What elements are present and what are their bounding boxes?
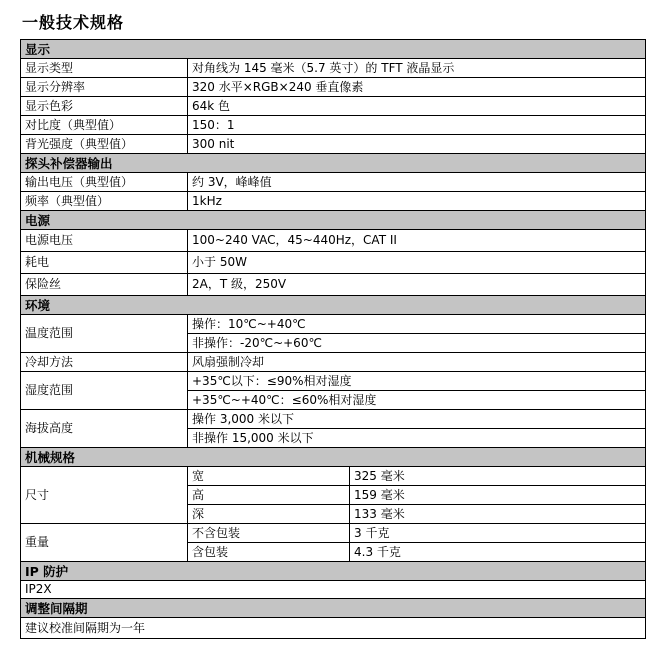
table-row xyxy=(21,410,646,429)
dimension-value: 133 毫米 xyxy=(350,505,646,524)
weight-condition: 不含包装 xyxy=(188,524,350,543)
row-label: 对比度（典型值） xyxy=(21,116,188,135)
row-value: 非操作 15,000 米以下 xyxy=(188,429,646,448)
table-row xyxy=(21,59,646,78)
section-title: 显示 xyxy=(21,40,646,59)
table-row xyxy=(21,97,646,116)
row-value: +35℃~+40℃：≤60%相对湿度 xyxy=(188,391,646,410)
row-label: 电源电压 xyxy=(21,230,188,252)
row-value: +35℃以下：≤90%相对湿度 xyxy=(188,372,646,391)
row-value: 150：1 xyxy=(188,116,646,135)
section-header-power xyxy=(21,211,646,230)
row-label: 显示分辨率 xyxy=(21,78,188,97)
section-title: IP 防护 xyxy=(21,562,646,581)
section-title: 调整间隔期 xyxy=(21,599,646,618)
table-row xyxy=(21,353,646,372)
row-value: 非操作：-20℃~+60℃ xyxy=(188,334,646,353)
row-label: 背光强度（典型值） xyxy=(21,135,188,154)
weight-condition: 含包装 xyxy=(188,543,350,562)
row-value: 风扇强制冷却 xyxy=(188,353,646,372)
row-value: 1kHz xyxy=(188,192,646,211)
row-label: 湿度范围 xyxy=(21,372,188,410)
dimension-label: 宽 xyxy=(188,467,350,486)
row-label: 重量 xyxy=(21,524,188,562)
row-label: 耗电 xyxy=(21,252,188,274)
row-label: 显示色彩 xyxy=(21,97,188,116)
dimension-value: 159 毫米 xyxy=(350,486,646,505)
table-row xyxy=(21,467,646,486)
section-title: 探头补偿器输出 xyxy=(21,154,646,173)
dimension-label: 深 xyxy=(188,505,350,524)
section-header-display xyxy=(21,40,646,59)
section-header-ip xyxy=(21,562,646,581)
row-value: 约 3V，峰峰值 xyxy=(188,173,646,192)
table-row xyxy=(21,524,646,543)
row-value: 2A，T 级，250V xyxy=(188,274,646,296)
table-row xyxy=(21,192,646,211)
row-value: 小于 50W xyxy=(188,252,646,274)
section-title: 环境 xyxy=(21,296,646,315)
row-label: 频率（典型值） xyxy=(21,192,188,211)
row-value: 100~240 VAC，45~440Hz，CAT II xyxy=(188,230,646,252)
section-title: 电源 xyxy=(21,211,646,230)
row-label: 保险丝 xyxy=(21,274,188,296)
section-header-calibration xyxy=(21,599,646,618)
page-title: 一般技术规格 xyxy=(22,13,125,32)
table-row xyxy=(21,135,646,154)
section-header-probe xyxy=(21,154,646,173)
table-row xyxy=(21,618,646,639)
row-label: 显示类型 xyxy=(21,59,188,78)
section-title: 机械规格 xyxy=(21,448,646,467)
section-header-mechanical xyxy=(21,448,646,467)
row-label: 冷却方法 xyxy=(21,353,188,372)
table-row xyxy=(21,78,646,97)
row-value: 建议校准间隔期为一年 xyxy=(21,618,646,639)
row-label: 温度范围 xyxy=(21,315,188,353)
table-row xyxy=(21,173,646,192)
row-label: 尺寸 xyxy=(21,467,188,524)
row-label: 输出电压（典型值） xyxy=(21,173,188,192)
table-row xyxy=(21,581,646,599)
row-value: 操作：10℃~+40℃ xyxy=(188,315,646,334)
row-value: 操作 3,000 米以下 xyxy=(188,410,646,429)
table-row xyxy=(21,252,646,274)
row-value: 64k 色 xyxy=(188,97,646,116)
row-value: 320 水平×RGB×240 垂直像素 xyxy=(188,78,646,97)
row-label: 海拔高度 xyxy=(21,410,188,448)
section-header-environment xyxy=(21,296,646,315)
table-row xyxy=(21,274,646,296)
row-value: IP2X xyxy=(21,581,646,599)
table-row xyxy=(21,116,646,135)
dimension-label: 高 xyxy=(188,486,350,505)
weight-value: 4.3 千克 xyxy=(350,543,646,562)
weight-value: 3 千克 xyxy=(350,524,646,543)
row-value: 对角线为 145 毫米（5.7 英寸）的 TFT 液晶显示 xyxy=(188,59,646,78)
row-value: 300 nit xyxy=(188,135,646,154)
table-row xyxy=(21,372,646,391)
dimension-value: 325 毫米 xyxy=(350,467,646,486)
table-row xyxy=(21,315,646,334)
spec-table xyxy=(20,39,646,639)
table-row xyxy=(21,230,646,252)
